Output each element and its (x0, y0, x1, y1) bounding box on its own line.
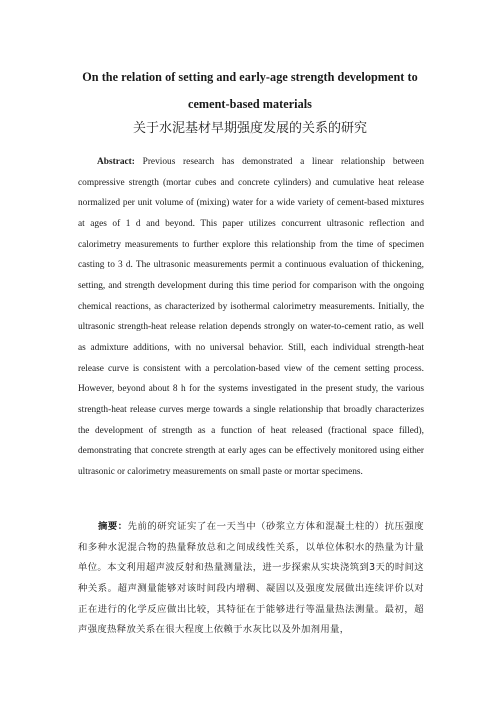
abstract-english (78, 152, 424, 483)
abstract-english-text: Previous research has demonstrated a linear relationship between compressive strength (mortar cubes and concrete cylinders) and cumulative heat release normalized per unit volume of (mixing) water for a wide variety of cement-based mixtures at ages of 1 d and beyond. This paper utilizes concurrent ultrasonic reflection and calorimetry measurements to further explore this relationship from the time of specimen casting to 3 d. The ultrasonic measurements permit a continuous evaluation of thickening, setting, and strength development during this time period for comparison with the ongoing chemical reactions, as characterized by isothermal calorimetry measurements. Initially, the ultrasonic strength-heat release relation depends strongly on water-to-cement ratio, as well as admixture additions, with no universal behavior. Still, each individual strength-heat release curve is consistent with a percolation-based view of the cement setting process. However, beyond about 8 h for the systems investigated in the present study, the various strength-heat release curves merge towards a single relationship that broadly characterizes the development of strength as a function of heat released (fractional space filled), demonstrating that concrete strength at early ages can be effectively monitored using either ultrasonic or calorimetry measurements on small paste or mortar specimens. (78, 157, 424, 477)
abstract-english-label: Abstract: (97, 157, 135, 167)
abstract-chinese (78, 517, 424, 641)
paper-title-chinese: 关于水泥基材早期强度发展的关系的研究 (132, 121, 367, 136)
abstract-chinese-text: 先前的研究证实了在一天当中（砂浆立方体和混凝土柱的）抗压强度和多种水泥混合物的热量释放总和之间成线性关系，以单位体积水的热量为计量单位。本文利用超声波反射和热量测量法，进一步探索从实块浇筑到3天的时间这种关系。超声测量能够对该时间段内增稠、凝固以及强度发展做出连续评价以对正在进行的化学反应做出比较，其特征在于能够进行等温量热法测量。最初，超声强度热释放关系在很大程度上依赖于水灰比以及外加剂用量， (78, 521, 424, 636)
abstract-chinese-label: 摘要： (98, 521, 128, 532)
paper-title-english: On the relation of setting and early-age strength development to cement-based materials (82, 70, 418, 111)
